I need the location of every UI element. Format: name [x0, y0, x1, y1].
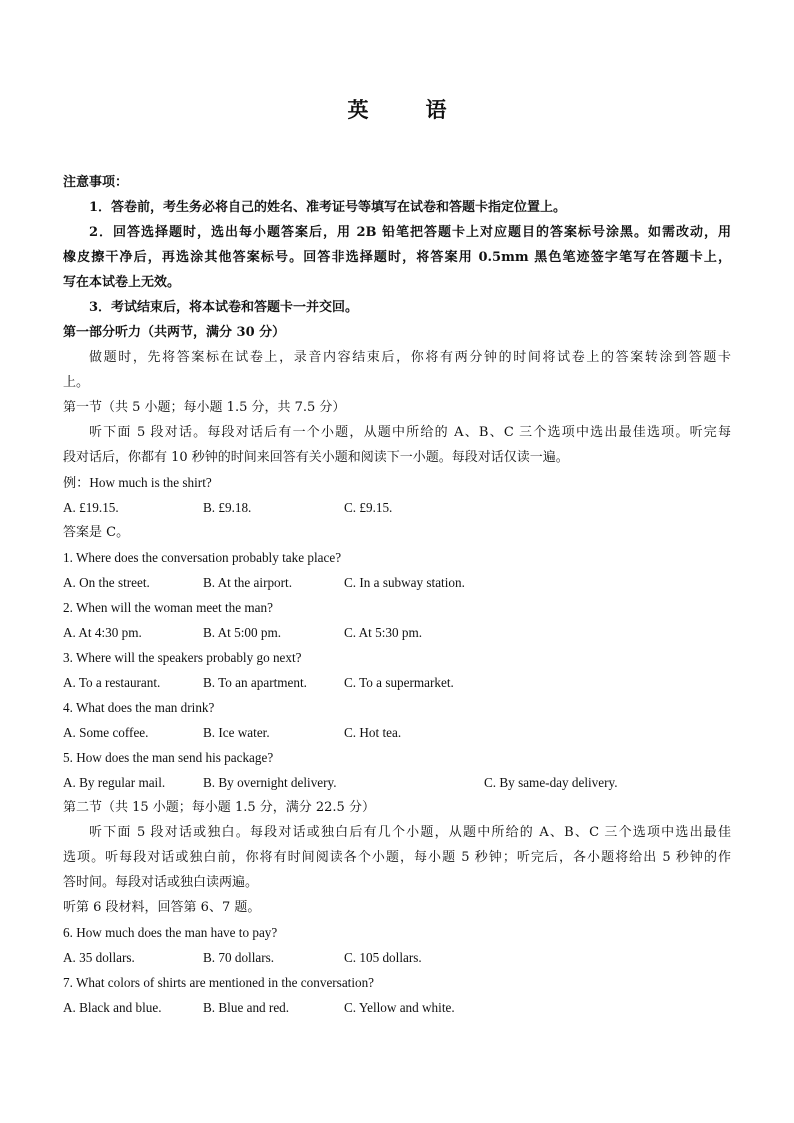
option-b: B. To an apartment. — [203, 675, 307, 690]
notice-item-2-line-3: 写在本试卷上无效。 — [63, 275, 181, 290]
section1-intro-line-2: 段对话后，你都有 10 秒钟的时间来回答有关小题和阅读下一小题。每段对话仅读一遍。 — [63, 450, 569, 465]
option-c: C. In a subway station. — [344, 575, 465, 590]
option-a: A. £19.15. — [63, 500, 119, 515]
section2-intro-line-3: 答时间。每段对话或独白读两遍。 — [63, 875, 259, 890]
question-2: 2. When will the woman meet the man? — [63, 600, 273, 615]
option-b: B. At the airport. — [203, 575, 293, 590]
option-a: A. Some coffee. — [63, 725, 149, 740]
option-a: A. Black and blue. — [63, 1000, 162, 1015]
example-question: 例：How much is the shirt? — [63, 475, 212, 490]
option-b: B. Blue and red. — [203, 1000, 290, 1015]
option-c: C. Yellow and white. — [344, 1000, 455, 1015]
option-c: C. £9.15. — [344, 500, 393, 515]
notice-heading: 注意事项： — [63, 175, 129, 190]
option-c: C. Hot tea. — [344, 725, 402, 740]
notice-item-2-line-2: 橡皮擦干净后，再选涂其他答案标号。回答非选择题时，将答案用 0.5mm 黑色笔迹签字笔写在答题卡上， — [63, 250, 731, 265]
notice-item-1: 1．答卷前，考生务必将自己的姓名、准考证号等填写在试卷和答题卡指定位置上。 — [89, 200, 567, 215]
question-1: 1. Where does the conversation probably take place? — [63, 550, 342, 565]
section2-heading: 第二节（共 15 小题；每小题 1.5 分，满分 22.5 分） — [63, 800, 375, 815]
option-b: B. At 5:00 pm. — [203, 625, 282, 640]
notice-item-2-line-1: 2．回答选择题时，选出每小题答案后，用 2B 铅笔把答题卡上对应题目的答案标号涂黑。如需改动，用 — [89, 225, 731, 240]
notice-item-3: 3．考试结束后，将本试卷和答题卡一并交回。 — [89, 300, 359, 315]
section2-intro-line-2: 选项。听每段对话或独白前，你将有时间阅读各个小题，每小题 5 秒钟；听完后，各小题将给出 5 秒钟的作 — [63, 850, 731, 865]
option-c: C. By same-day delivery. — [484, 775, 618, 790]
option-c: C. At 5:30 pm. — [344, 625, 423, 640]
part1-intro-line-1: 做题时，先将答案标在试卷上，录音内容结束后，你将有两分钟的时间将试卷上的答案转涂到答题卡 — [89, 350, 731, 365]
option-a: A. By regular mail. — [63, 775, 166, 790]
section1-intro-line-1: 听下面 5 段对话。每段对话后有一个小题，从题中所给的 A、B、C 三个选项中选出最佳选项。听完每 — [89, 425, 731, 440]
section1-heading: 第一节（共 5 小题；每小题 1.5 分，共 7.5 分） — [63, 400, 346, 415]
option-c: C. 105 dollars. — [344, 950, 422, 965]
option-a: A. At 4:30 pm. — [63, 625, 142, 640]
part1-intro-line-2: 上。 — [63, 375, 90, 390]
option-a: A. On the street. — [63, 575, 150, 590]
option-a: A. To a restaurant. — [63, 675, 161, 690]
option-b: B. Ice water. — [203, 725, 270, 740]
section2-intro-line-1: 听下面 5 段对话或独白。每段对话或独白后有几个小题，从题中所给的 A、B、C 三个选项中选出最佳 — [89, 825, 731, 840]
option-b: B. £9.18. — [203, 500, 252, 515]
page-title: 英 语 — [347, 97, 465, 122]
part1-heading: 第一部分听力（共两节，满分 30 分） — [63, 325, 286, 340]
question-4: 4. What does the man drink? — [63, 700, 215, 715]
option-b: B. By overnight delivery. — [203, 775, 337, 790]
question-6: 6. How much does the man have to pay? — [63, 925, 278, 940]
question-7: 7. What colors of shirts are mentioned in the conversation? — [63, 975, 375, 990]
question-3: 3. Where will the speakers probably go next? — [63, 650, 302, 665]
option-b: B. 70 dollars. — [203, 950, 275, 965]
material-6-instruction: 听第 6 段材料，回答第 6、7 题。 — [63, 900, 261, 915]
question-5: 5. How does the man send his package? — [63, 750, 274, 765]
option-c: C. To a supermarket. — [344, 675, 454, 690]
option-a: A. 35 dollars. — [63, 950, 135, 965]
example-answer: 答案是 C。 — [63, 525, 130, 540]
